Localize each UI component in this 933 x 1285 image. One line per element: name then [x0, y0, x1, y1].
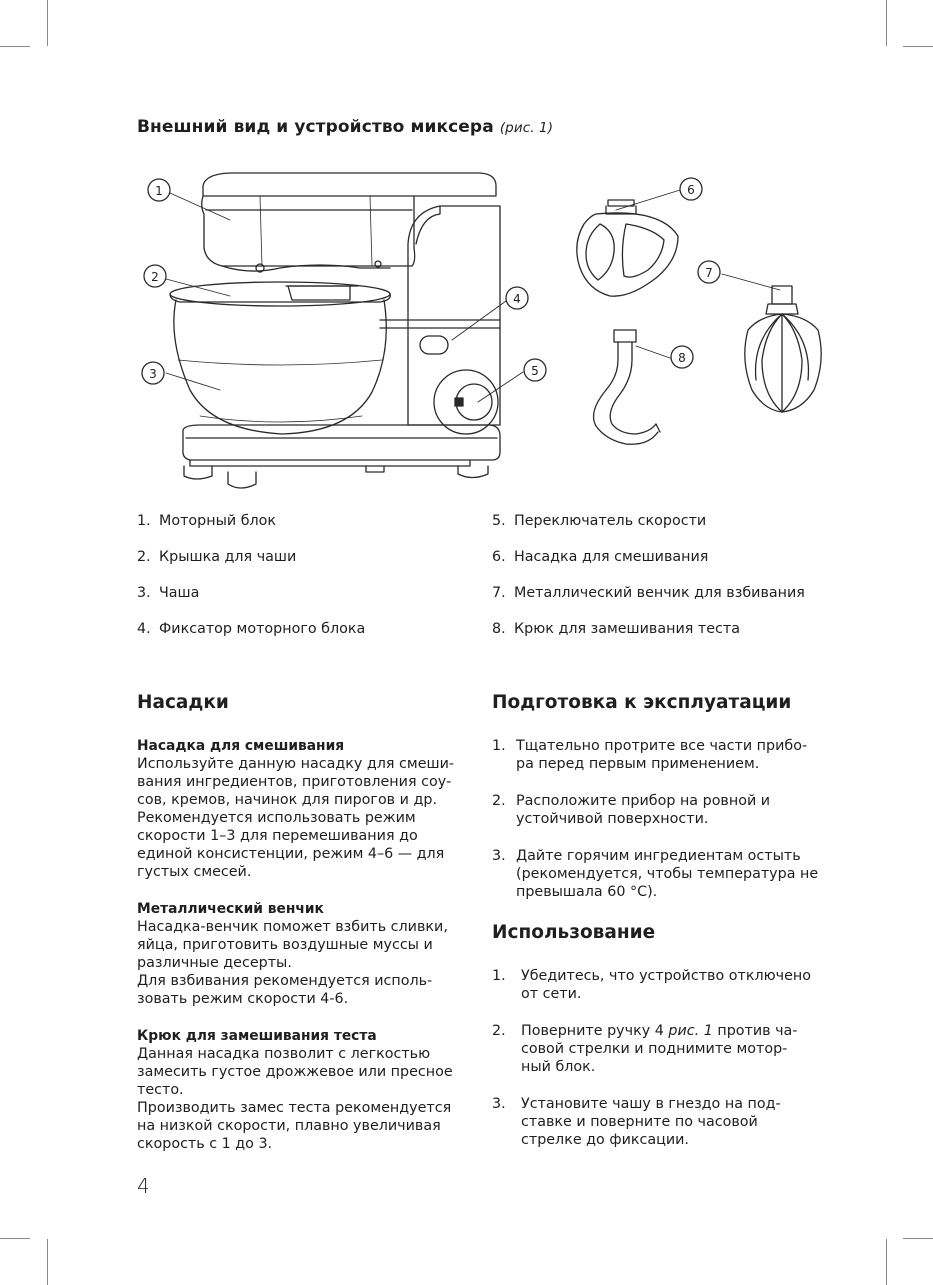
crop-mark: [886, 1239, 887, 1285]
paragraph-line: скорости 1–3 для перемешивания до: [137, 828, 418, 844]
crop-mark: [886, 0, 887, 46]
flat-beater-illustration: [577, 200, 678, 296]
legend-item: 7. Металлический венчик для взбивания: [492, 585, 805, 601]
dough-hook-illustration: [594, 330, 660, 444]
crop-mark: [47, 1239, 48, 1285]
subsection-title: Крюк для замешивания теста: [137, 1028, 377, 1044]
legend-left: [137, 513, 365, 657]
paragraph-line: скорость с 1 до 3.: [137, 1136, 273, 1152]
subsection-title: Металлический венчик: [137, 901, 324, 917]
legend-item: 4. Фиксатор моторного блока: [137, 621, 366, 637]
legend-item: 5. Переключатель скорости: [492, 513, 707, 529]
crop-mark: [903, 46, 933, 47]
paragraph-line: замесить густое дрожжевое или пресное: [137, 1064, 453, 1080]
legend-item: 6. Насадка для смешивания: [492, 549, 709, 565]
svg-text:2: 2: [151, 270, 159, 284]
section-heading: Насадки: [137, 692, 229, 713]
crop-mark: [0, 46, 30, 47]
paragraph-line: на низкой скорости, плавно увеличивая: [137, 1118, 441, 1134]
callout-7: [698, 261, 720, 283]
preparation-section: [492, 690, 832, 1168]
svg-text:7: 7: [705, 266, 713, 280]
paragraph-line: тесто.: [137, 1082, 184, 1098]
paragraph-line: вания ингредиентов, приготовления соу-: [137, 774, 452, 790]
paragraph-line: густых смесей.: [137, 864, 252, 880]
list-item: 1. Убедитесь, что устройство отключено от сети.: [492, 968, 811, 1002]
legend-right: [492, 513, 805, 657]
figure-reference: (рис. 1): [499, 120, 554, 136]
paragraph-line: Для взбивания рекомендуется исполь-: [137, 973, 433, 989]
callout-1: [148, 179, 170, 201]
paragraph-line: Данная насадка позволит с легкостью: [137, 1046, 431, 1062]
svg-text:4: 4: [513, 292, 521, 306]
crop-mark: [47, 0, 48, 46]
usage-steps: [492, 967, 832, 1149]
paragraph-line: яйца, приготовить воздушные муссы и: [137, 937, 433, 953]
callout-2: [144, 265, 166, 287]
legend-item: 1. Моторный блок: [137, 513, 277, 529]
callout-3: [142, 362, 164, 384]
svg-text:3: 3: [149, 367, 157, 381]
svg-text:5: 5: [531, 364, 539, 378]
subsection-title: Насадка для смешивания: [137, 738, 345, 754]
preparation-steps: [492, 737, 832, 901]
whisk-illustration: [745, 286, 821, 412]
callout-6: [680, 178, 702, 200]
legend-item: 8. Крюк для замешивания теста: [492, 621, 740, 637]
svg-text:1: 1: [155, 184, 163, 198]
attachments-section: [137, 690, 477, 1153]
list-item: 2. Расположите прибор на ровной и устойчивой поверхности.: [492, 793, 771, 827]
paragraph-line: Производить замес теста рекомендуется: [137, 1100, 452, 1116]
page-number: 4: [137, 1174, 150, 1198]
legend-item: 2. Крышка для чаши: [137, 549, 297, 565]
stand-mixer-illustration: [170, 173, 500, 488]
paragraph-line: Насадка-венчик поможет взбить сливки,: [137, 919, 448, 935]
list-item: 2. Поверните ручку 4 рис. 1 против ча- совой стрелки и поднимите мотор- ный блок.: [492, 1023, 798, 1075]
list-item: 3. Дайте горячим ингредиентам остыть (рекомендуется, чтобы температура не превышала 60 °C).: [492, 848, 819, 900]
paragraph-line: Рекомендуется использовать режим: [137, 810, 416, 826]
list-item: 1. Тщательно протрите все части прибо- ра перед первым применением.: [492, 738, 808, 772]
crop-mark: [0, 1238, 30, 1239]
crop-mark: [903, 1238, 933, 1239]
callout-8: [671, 346, 693, 368]
page-title: Внешний вид и устройство миксера (рис. 1): [137, 117, 554, 137]
list-item: 3. Установите чашу в гнездо на под- ставке и поверните по часовой стрелке до фиксации.: [492, 1096, 781, 1148]
svg-text:6: 6: [687, 183, 695, 197]
paragraph-line: сов, кремов, начинок для пирогов и др.: [137, 792, 437, 808]
section-heading: Использование: [492, 922, 656, 943]
mixer-figure: [135, 168, 835, 498]
callout-4: [506, 287, 528, 309]
paragraph-line: единой консистенции, режим 4–6 — для: [137, 846, 445, 862]
legend-item: 3. Чаша: [137, 585, 200, 601]
paragraph-line: различные десерты.: [137, 955, 292, 971]
paragraph-line: зовать режим скорости 4-6.: [137, 991, 349, 1007]
svg-text:8: 8: [678, 351, 686, 365]
callout-5: [524, 359, 546, 381]
section-heading: Подготовка к эксплуатации: [492, 692, 792, 713]
paragraph-line: Используйте данную насадку для смеши-: [137, 756, 455, 772]
